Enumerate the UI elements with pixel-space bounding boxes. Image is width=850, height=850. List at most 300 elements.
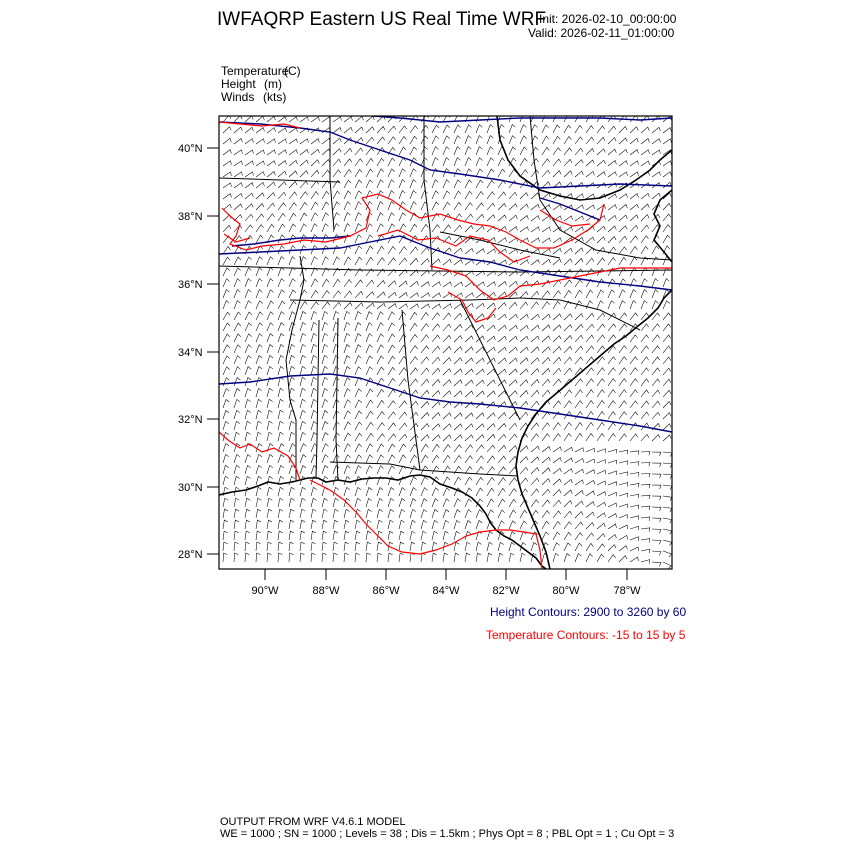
wind-barb [267,509,272,518]
wind-barb [311,433,317,442]
wind-barb [641,246,648,254]
wind-barb [454,424,462,430]
wind-barb [509,553,514,562]
wind-barb [289,139,298,144]
wind-barb [531,238,540,243]
wind-barb [619,515,628,519]
wind-barb [465,521,471,530]
wind-barb [388,345,395,353]
wind-barb [311,344,317,353]
wind-barb [652,335,660,342]
wind-barb [278,432,284,441]
wind-barb [542,489,550,496]
wind-barb [652,268,659,276]
wind-barb [278,257,284,265]
wind-barb [575,259,583,266]
wind-barb [564,290,571,298]
wind-barb [432,368,440,375]
wind-barb [289,182,297,189]
wind-barb [652,507,661,511]
wind-barb [234,465,240,474]
wind-barb [410,180,416,188]
wind-barb [245,183,253,188]
wind-barb [443,158,449,166]
wind-barb [542,136,549,144]
wind-barb [278,388,284,397]
wind-barb [564,479,572,485]
wind-barb [520,553,525,562]
wind-barb [366,455,373,463]
wind-barb [333,378,339,387]
wind-barb [531,478,539,485]
wind-barb [487,180,494,188]
wind-barb [245,476,251,485]
wind-barb [421,304,430,309]
wind-barb [344,280,352,287]
wind-barb [476,282,485,287]
wind-barb [663,335,671,342]
wind-barb [366,400,373,408]
wind-barb [377,213,383,221]
wind-barb [278,531,283,540]
wind-barb [399,247,407,254]
wind-barb [509,136,516,144]
lon-tick-label: 88°W [312,585,340,597]
wind-barb [432,202,439,210]
wind-barb [586,423,593,431]
wind-barb [553,259,561,265]
wind-barb [223,312,230,320]
wind-barb [498,215,506,221]
wind-barb [619,412,627,419]
wind-barb [245,553,249,562]
wind-barb [234,301,240,309]
wind-barb [443,455,450,463]
wind-barb [498,391,506,397]
wind-barb [366,116,374,122]
wind-barb [586,258,594,265]
wind-barb [344,213,350,221]
wind-barb [223,334,230,342]
wind-barb [344,531,349,540]
wind-barb [377,455,384,463]
wind-barb [454,369,462,375]
wind-barb [388,247,395,255]
wind-barb [366,444,373,452]
wind-barb [487,347,495,353]
wind-barb [322,531,327,540]
wind-barb [421,499,427,507]
wind-barb [487,369,495,375]
wind-barb [333,553,338,562]
wind-barb [322,279,329,287]
wind-barb [663,540,672,546]
wind-barb [586,448,595,452]
wind-barb [564,325,572,331]
wind-barb [608,412,616,419]
wind-barb [531,543,537,552]
wind-barb [366,389,373,397]
wind-barb [520,216,528,222]
wind-barb [234,553,238,562]
wind-barb [465,293,474,298]
wind-barb [630,423,638,430]
wind-barb [289,224,296,232]
wind-barb [619,149,627,155]
wind-barb [300,322,306,331]
wind-barb [245,531,250,540]
wind-barb [333,355,339,364]
wind-barb [399,553,404,562]
wind-barb [300,520,305,529]
wind-barb [564,554,570,563]
wind-barb [245,268,252,276]
wind-barb [597,534,605,540]
wind-barb [586,554,593,562]
wind-barb [608,379,616,386]
wind-barb [476,169,483,177]
wind-barb [245,204,253,210]
wind-barb [487,325,495,331]
wind-barb [322,553,327,562]
wind-barb [388,455,395,463]
wind-barb [663,474,672,479]
lat-tick-label: 32°N [178,414,203,426]
wind-barb [575,512,583,518]
wind-barb [630,494,639,498]
wind-barb [421,357,429,364]
wind-barb [234,542,239,551]
wind-barb [465,325,473,331]
wind-barb [289,432,295,441]
wind-barb [223,127,231,133]
wind-barb [619,226,627,232]
wind-barb [267,312,274,320]
wind-barb [344,466,350,474]
wind-barb [487,336,495,342]
wind-barb [564,248,572,254]
wind-barb [476,136,482,144]
wind-barb [256,312,263,320]
wind-barb [289,465,295,474]
wind-barb [454,136,461,144]
wind-barb [333,257,340,265]
wind-barb [509,499,516,507]
wind-barb [355,411,362,419]
wind-barb [388,137,396,144]
wind-barb [476,192,483,200]
wind-barb [432,444,439,452]
wind-barb [663,496,672,501]
wind-barb [234,531,239,540]
wind-barb [575,335,583,342]
wind-barb [498,499,505,507]
wind-barb [575,390,583,397]
wind-barb [454,180,461,188]
wind-barb [498,413,506,419]
wind-barb [509,489,517,496]
wind-barb [586,205,595,210]
wind-barb [388,412,396,419]
wind-barb [432,424,440,430]
wind-barb [355,378,362,386]
wind-barb [619,313,627,320]
wind-barb [256,410,262,419]
wind-barb [289,312,295,320]
wind-barb [344,509,350,518]
wind-barb [432,391,440,397]
wind-barb [245,356,251,364]
wind-barb [520,478,528,485]
wind-barb [355,400,362,408]
wind-barb [498,358,506,364]
wind-barb [278,246,285,254]
wind-barb [388,390,395,398]
wind-barb [311,531,316,540]
wind-barb [388,235,395,243]
wind-barb [509,292,517,298]
wind-barb [234,476,240,485]
wind-barb [630,390,638,397]
wind-barb [421,324,429,331]
wind-barb [410,202,417,210]
wind-barb [641,473,650,477]
wind-barb [542,170,550,177]
wind-barb [278,312,284,320]
wind-barb [333,366,339,375]
wind-barb [410,147,417,155]
wind-barb [652,562,661,567]
wind-barb [564,532,571,540]
wind-barb [366,345,373,353]
wind-barb [300,150,308,156]
wind-barb [322,455,328,463]
wind-barb [553,336,561,342]
wind-barb [289,160,297,166]
wind-barb [333,466,339,474]
wind-barb [377,158,384,166]
wind-barb [454,445,462,452]
wind-barb [531,193,539,199]
wind-barb [223,150,231,155]
wind-barb [597,237,605,243]
wind-barb [531,204,539,210]
wind-barb [608,258,616,265]
wind-barb [454,248,462,254]
wind-barb [641,236,649,243]
wind-barb [641,139,649,145]
wind-barb [300,171,308,177]
wind-barb [267,455,273,464]
wind-barb [608,492,617,496]
wind-barb [663,235,670,243]
wind-barb [641,506,650,510]
wind-barb [476,125,482,133]
wind-barb [630,150,638,155]
wind-barb [410,281,418,287]
wind-barb [520,347,528,353]
wind-barb [289,203,297,210]
wind-barb [663,452,672,457]
wind-barb [355,280,363,287]
wind-barb [564,423,572,431]
wind-barb [355,444,362,452]
wind-barb [553,522,560,530]
wind-barb [300,487,306,496]
wind-barb [234,161,243,166]
wind-barb [300,312,306,321]
wind-barb [223,454,229,463]
wind-barb [278,182,286,188]
wind-barb [663,424,671,430]
field-name: Winds [221,90,255,104]
wind-barb [498,282,506,288]
wind-barb [641,390,649,397]
wind-barb [355,235,362,243]
wind-barb [641,412,649,419]
wind-barb [377,180,384,188]
wind-barb [289,290,296,298]
wind-barb [421,444,428,452]
wind-barb [619,368,627,375]
wind-barb [619,161,628,166]
wind-barb [597,544,605,551]
wind-barb [586,523,594,529]
wind-barb [399,126,407,133]
wind-barb [245,498,250,507]
wind-barb [597,423,604,431]
wind-barb [355,498,361,507]
wind-barb [421,293,430,298]
wind-barb [377,345,384,353]
wind-barb [553,249,561,255]
wind-barb [641,368,649,375]
wind-barb [245,301,251,309]
wind-barb [465,136,471,144]
wind-barb [388,378,395,386]
lat-tick-label: 28°N [178,549,203,561]
wind-barb [256,323,263,331]
wind-barb [542,159,550,166]
wind-barb [410,126,418,133]
wind-barb [575,216,584,221]
wind-barb [245,432,251,441]
wind-barb [586,160,594,166]
wind-barb [289,150,298,155]
wind-barb [619,236,627,243]
wind-barb [531,260,539,265]
wind-barb [564,171,572,177]
wind-barb [256,509,261,518]
wind-barb [421,435,429,441]
wind-barb [322,520,327,529]
wind-barb [564,227,573,232]
wind-barb [575,480,584,485]
wind-barb [597,523,605,529]
wind-barb [443,553,448,562]
wind-barb [663,279,669,287]
wind-barb [223,542,228,551]
lon-tick-label: 84°W [432,585,460,597]
wind-barb [454,225,462,232]
wind-barb [586,379,594,386]
wind-barb [432,455,439,463]
wind-barb [234,367,240,375]
wind-barb [443,435,451,441]
wind-barb [399,444,406,452]
wind-barb [465,413,473,419]
wind-barb [355,312,361,321]
wind-barb [663,357,671,364]
wind-barb [520,401,528,408]
wind-barb [663,203,671,210]
wind-barb [388,312,395,320]
wind-barb [597,279,604,287]
wind-barb [322,138,330,144]
wind-barb [564,125,571,133]
wind-barb [333,191,340,199]
wind-barb [278,224,285,232]
wind-barb [278,334,284,343]
wind-barb [344,400,351,408]
wind-barb [619,483,628,487]
wind-barb [322,444,329,452]
wind-barb [256,290,262,298]
wind-barb [289,301,296,309]
wind-barb [388,367,395,375]
wind-barb [443,125,450,133]
wind-barb [344,159,352,166]
field-name: Height [221,77,256,91]
wind-barb [333,246,340,254]
wind-barb [344,411,351,419]
wind-barb [432,520,438,529]
wind-barb [399,304,408,309]
wind-barb [652,324,660,331]
wind-barb [619,290,626,298]
wind-barb [575,543,582,551]
wind-barb [608,401,616,408]
wind-barb [586,171,594,177]
wind-barb [333,159,341,166]
wind-barb [245,290,251,298]
wind-barb [377,258,385,265]
wind-barb [586,533,594,540]
wind-barb [531,434,539,441]
wind-barb [289,355,295,364]
wind-barb [432,553,437,562]
wind-barb [619,301,625,309]
wind-barb [454,531,460,540]
wind-barb [586,126,594,133]
wind-barb [410,258,418,265]
wind-barb [531,446,539,452]
wind-barb [234,290,240,298]
wind-barb [465,226,473,233]
wind-barb [311,192,318,200]
wind-barb [267,224,274,232]
wind-barb [531,423,539,430]
wind-barb [630,346,638,353]
wind-barb [564,336,572,343]
wind-barb [619,346,627,353]
wind-barb [509,423,517,430]
field-unit: (kts) [263,90,287,104]
wind-barb [641,127,649,133]
wind-barb [663,346,671,353]
wind-barb [608,449,617,453]
wind-barb [267,290,274,298]
